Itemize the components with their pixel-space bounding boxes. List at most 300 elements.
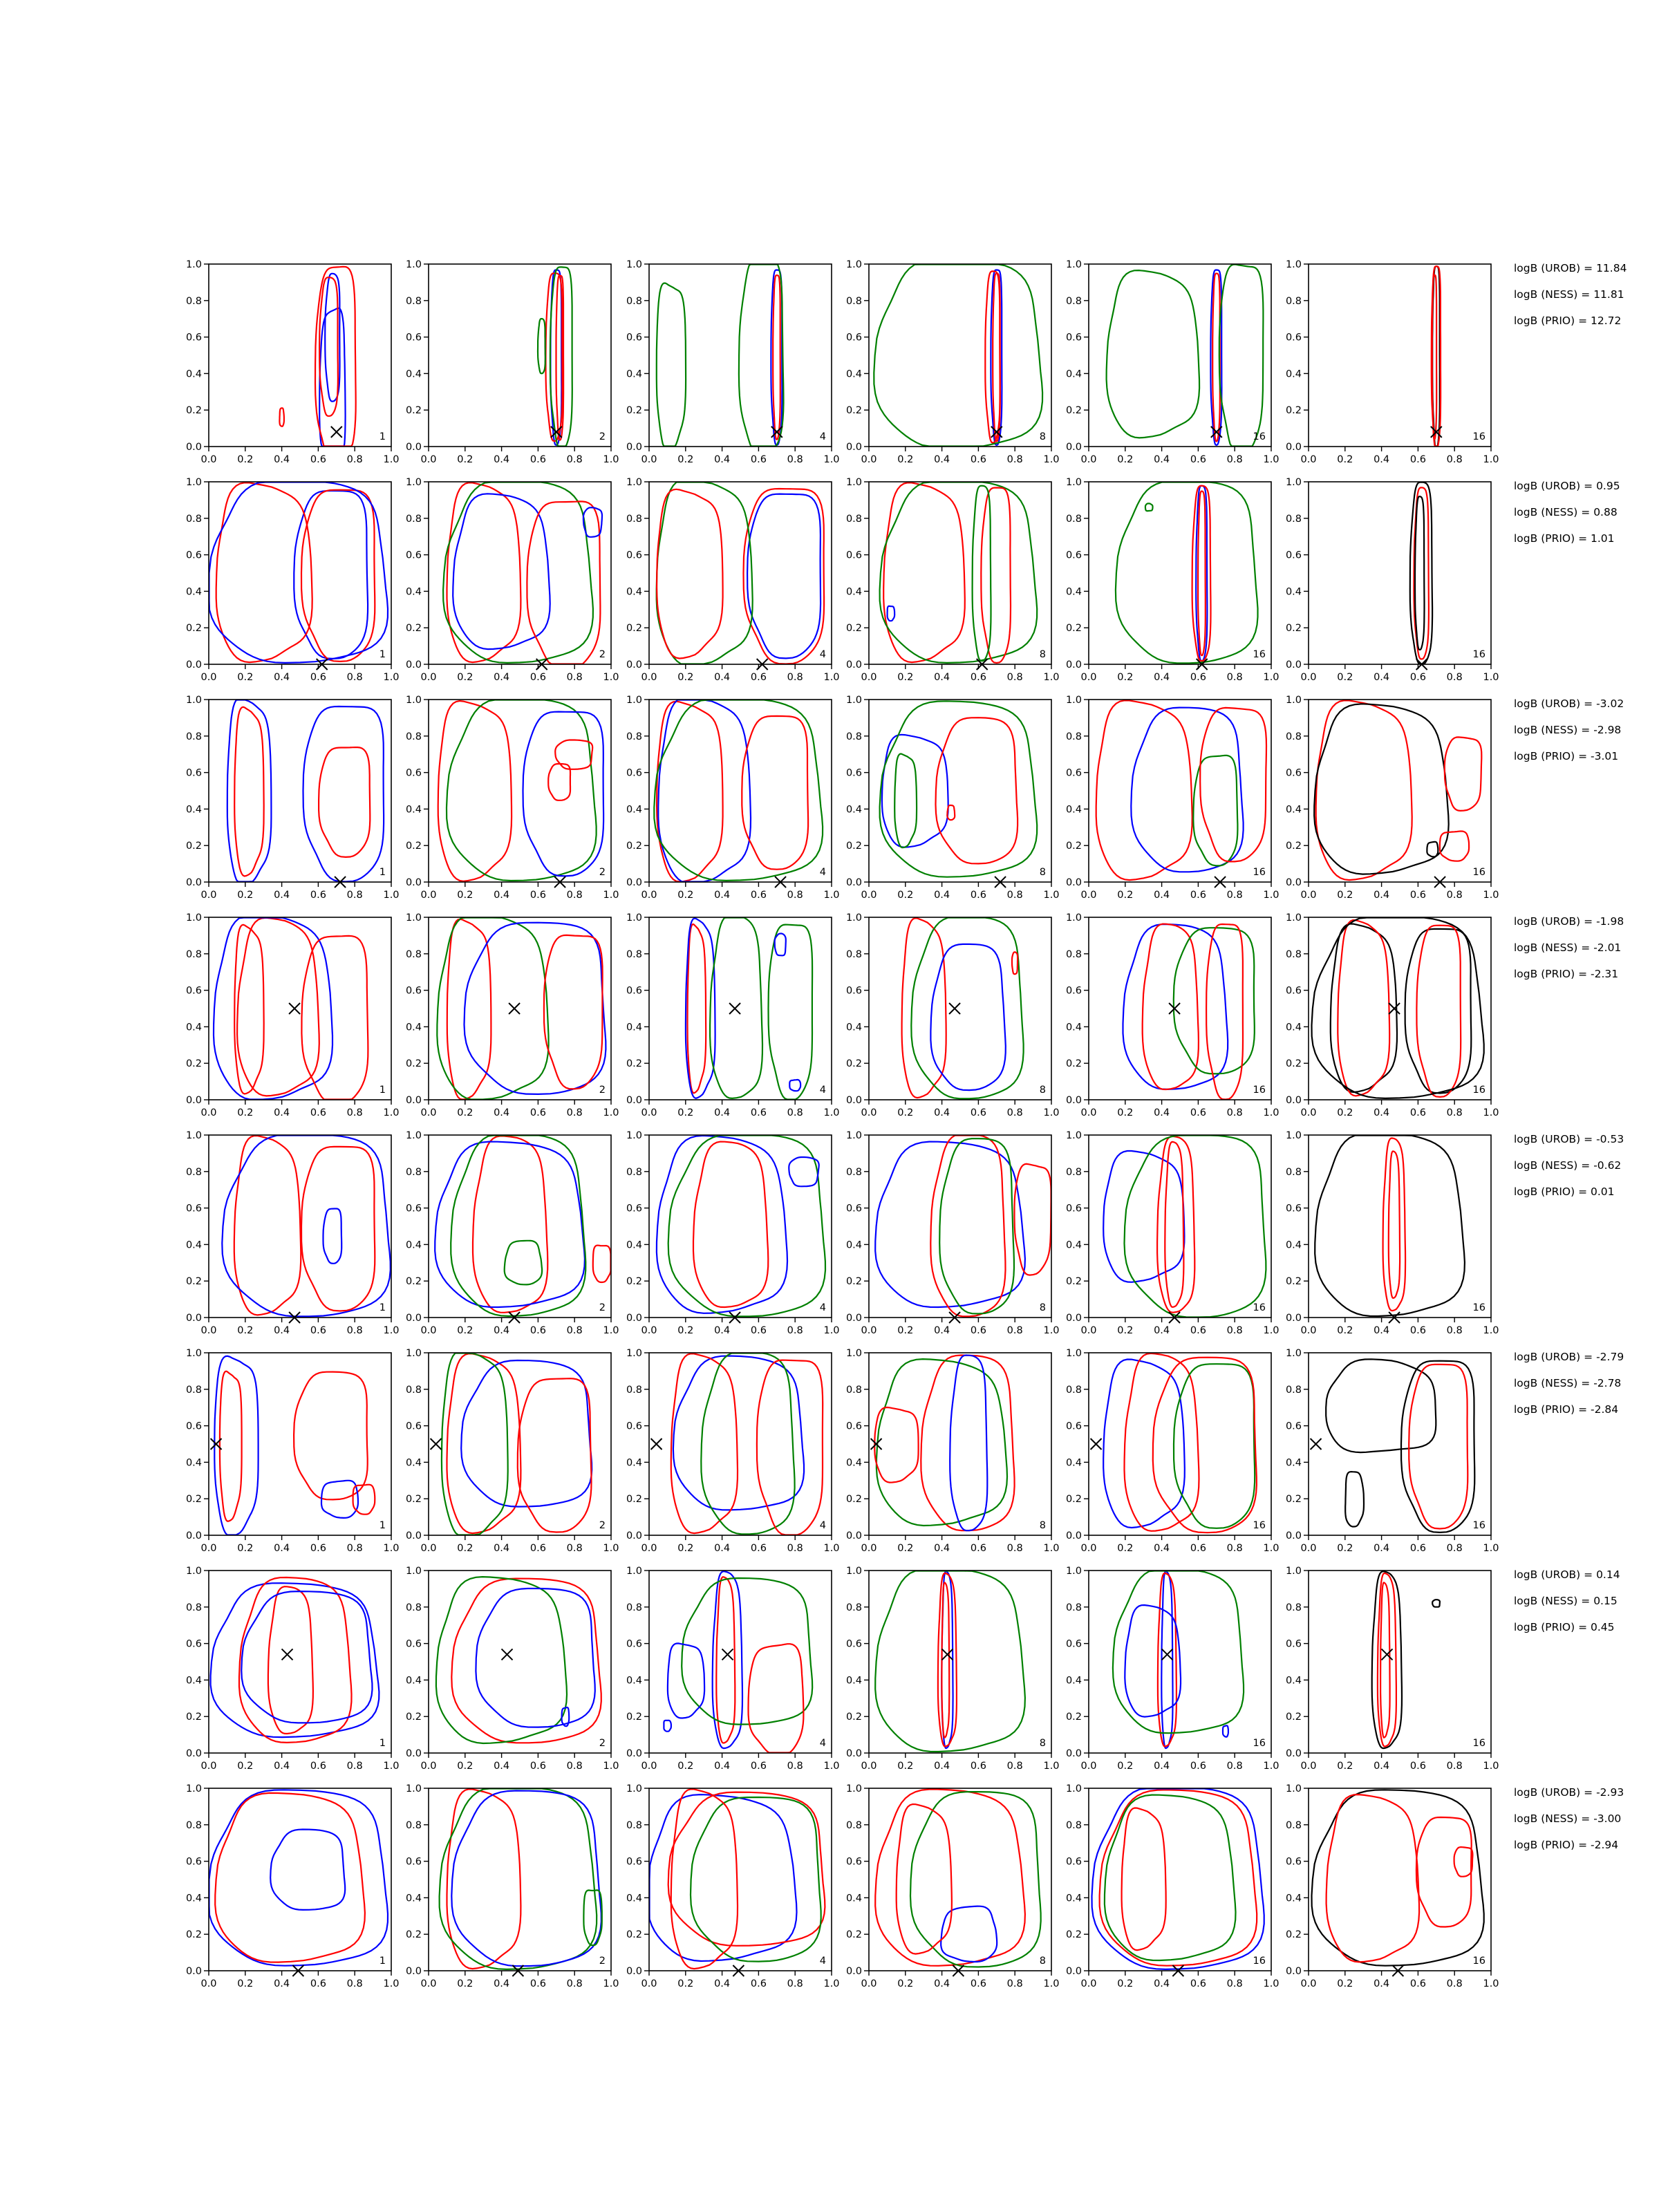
contour-blue-1 [747,494,821,659]
x-tick-label: 0.4 [714,1761,731,1772]
contour-blue-2 [658,700,751,882]
x-tick-label: 0.0 [200,1543,217,1554]
y-tick-label: 0.0 [1285,1313,1302,1324]
y-tick-label: 0.6 [626,1638,642,1650]
y-tick-label: 0.6 [1065,1638,1082,1650]
contour-black-3 [1415,496,1425,650]
x-tick-label: 0.2 [1117,1543,1134,1554]
contour-red-4 [1200,708,1266,862]
true-point-marker [509,1003,520,1014]
y-tick-label: 0.4 [845,1893,862,1904]
x-tick-label: 0.4 [934,1761,950,1772]
y-tick-label: 0.2 [845,405,862,417]
y-tick-label: 0.4 [185,586,202,598]
contour-blue-4 [303,706,384,882]
y-tick-label: 0.8 [845,731,862,742]
contour-red-3 [1445,737,1482,811]
contour-blue-2 [1131,708,1243,872]
y-tick-label: 0.2 [845,1712,862,1723]
x-tick-label: 0.6 [1190,1761,1206,1772]
x-tick-label: 0.2 [1337,672,1353,683]
x-tick-label: 0.0 [1300,1978,1317,1989]
x-tick-label: 0.6 [750,1107,767,1118]
subplot-r3-c2 [406,695,619,901]
x-tick-label: 0.2 [677,672,694,683]
x-tick-label: 1.0 [1263,890,1280,901]
y-tick-label: 0.4 [1065,1457,1082,1469]
y-tick-label: 0.6 [626,1203,642,1215]
panel-number: 16 [1253,1302,1266,1313]
y-tick-label: 0.2 [185,623,202,635]
y-tick-label: 0.0 [1065,659,1082,671]
x-tick-label: 0.6 [750,1325,767,1336]
x-tick-label: 1.0 [823,1761,840,1772]
x-tick-label: 0.4 [1374,672,1390,683]
contour-green-3 [939,1138,1014,1313]
panel-number: 4 [819,1085,826,1096]
x-tick-label: 0.2 [1337,1107,1353,1118]
subplot-r8-c1 [186,1783,400,1989]
contour-group [435,1136,610,1316]
y-tick-label: 0.8 [1285,1166,1302,1178]
y-tick-label: 0.6 [1065,550,1082,561]
x-tick-label: 0.2 [1117,672,1134,683]
subplot-r8-c4 [846,1783,1060,1989]
y-tick-label: 0.0 [626,1966,642,1977]
logb-row2-line1: logB (UROB) = 0.95 [1514,480,1620,492]
x-tick-label: 0.4 [494,1978,510,1989]
subplot-r5-c5 [1066,1130,1280,1336]
y-tick-label: 1.0 [845,1130,862,1141]
contour-red-5 [555,740,592,769]
x-tick-label: 0.4 [714,672,731,683]
logb-row8-line2: logB (NESS) = -3.00 [1514,1812,1622,1825]
y-tick-label: 0.2 [626,1494,642,1506]
y-tick-label: 1.0 [1285,695,1302,706]
contour-blue-3 [523,712,604,877]
x-tick-label: 0.2 [237,1978,254,1989]
subplot-r2-c6 [1286,477,1499,683]
contour-blue-6 [664,1721,671,1732]
x-tick-label: 0.8 [1446,890,1463,901]
contour-group [671,1353,823,1535]
contour-red-2 [1338,920,1389,1096]
x-tick-label: 0.4 [1154,1761,1170,1772]
x-tick-label: 0.2 [1337,1543,1353,1554]
x-tick-label: 0.6 [1190,1107,1206,1118]
contour-group [279,267,355,447]
contour-group [1103,1136,1266,1318]
y-tick-label: 1.0 [845,695,862,706]
x-tick-label: 1.0 [1043,890,1060,901]
subplot-r7-c4 [846,1566,1060,1772]
y-tick-label: 0.6 [1285,1203,1302,1215]
contour-red-1 [234,707,264,877]
panel-number: 16 [1253,867,1266,878]
subplot-r4-c3 [626,912,840,1118]
x-tick-label: 0.4 [494,454,510,465]
subplot-r6-c1 [186,1348,400,1554]
y-tick-label: 0.4 [405,368,422,380]
x-tick-label: 0.2 [897,1761,914,1772]
x-tick-label: 0.2 [1337,1325,1353,1336]
x-tick-label: 0.6 [750,1543,767,1554]
x-tick-label: 0.6 [529,1107,546,1118]
y-tick-label: 0.0 [1065,442,1082,453]
y-tick-label: 0.2 [845,841,862,852]
contour-blue-2 [941,1906,997,1962]
x-tick-label: 0.8 [1446,1543,1463,1554]
y-tick-label: 0.8 [1285,295,1302,307]
y-tick-label: 0.8 [405,1384,422,1396]
y-tick-label: 0.4 [405,1675,422,1687]
x-tick-label: 0.8 [1226,672,1243,683]
y-tick-label: 0.8 [1285,1602,1302,1613]
y-tick-label: 0.2 [1065,1276,1082,1288]
y-tick-label: 0.4 [185,1239,202,1251]
contour-red-5 [749,1644,804,1752]
x-tick-label: 0.6 [1409,1543,1426,1554]
panel-number: 1 [379,1085,386,1096]
x-tick-label: 0.2 [677,1325,694,1336]
panel-number: 8 [1039,1302,1046,1313]
contour-red-1 [875,1790,1025,1966]
panel-number: 16 [1253,649,1266,660]
x-tick-label: 0.4 [1154,1543,1170,1554]
x-tick-label: 0.4 [1154,672,1170,683]
subplot-r3-c1 [186,695,400,901]
contour-green-4 [1125,1136,1266,1318]
true-point-marker [722,1649,733,1660]
contour-green-2 [447,700,597,881]
contour-group [214,1356,375,1535]
x-tick-label: 0.4 [1154,1978,1170,1989]
x-tick-label: 0.2 [457,1978,474,1989]
y-tick-label: 0.4 [185,804,202,816]
y-tick-label: 1.0 [626,1130,642,1141]
logb-row3-line2: logB (NESS) = -2.98 [1514,724,1622,736]
panel-number: 4 [819,867,826,878]
contour-green-4 [654,700,823,881]
x-tick-label: 0.6 [529,1325,546,1336]
y-tick-label: 0.8 [845,513,862,525]
contour-blue-2 [222,1136,391,1317]
y-tick-label: 0.6 [185,1203,202,1215]
y-tick-label: 0.8 [845,1166,862,1178]
y-tick-label: 1.0 [1285,477,1302,488]
contour-blue-3 [950,1356,987,1531]
contour-group [1410,482,1432,664]
x-tick-label: 0.8 [1446,1107,1463,1118]
logb-row2-line3: logB (PRIO) = 1.01 [1514,532,1615,545]
y-tick-label: 0.4 [1285,1022,1302,1033]
x-tick-label: 0.2 [237,1107,254,1118]
panel-number: 8 [1039,649,1046,660]
x-tick-label: 0.0 [1080,672,1097,683]
x-tick-label: 0.4 [714,1107,731,1118]
contour-green-3 [657,482,753,664]
panel-number: 2 [599,867,606,878]
contour-group [211,1577,379,1743]
subplot-r8-c5 [1066,1783,1280,1989]
y-tick-label: 0.4 [1065,1893,1082,1904]
contour-group [437,918,606,1100]
y-tick-label: 0.4 [845,1022,862,1033]
panel-number: 16 [1472,1520,1485,1531]
logb-row1-line2: logB (NESS) = 11.81 [1514,288,1624,301]
x-tick-label: 0.0 [1300,1543,1317,1554]
x-tick-label: 0.0 [1300,890,1317,901]
y-tick-label: 0.0 [1285,877,1302,888]
y-tick-label: 0.4 [845,1239,862,1251]
y-tick-label: 1.0 [185,1130,202,1141]
contour-group [538,267,572,446]
y-tick-label: 1.0 [1285,1783,1302,1794]
panel-number: 16 [1253,1085,1266,1096]
y-tick-label: 0.6 [405,767,422,779]
contour-group [1312,918,1484,1098]
contour-red-1 [451,1579,601,1743]
y-tick-label: 0.8 [185,1166,202,1178]
y-tick-label: 0.8 [405,948,422,960]
y-tick-label: 0.4 [185,1893,202,1904]
y-tick-label: 0.4 [1065,368,1082,380]
contour-group [664,1571,812,1752]
x-tick-label: 0.4 [274,890,290,901]
y-tick-label: 1.0 [1065,477,1082,488]
y-tick-label: 1.0 [405,1348,422,1359]
y-tick-label: 0.8 [845,1602,862,1613]
x-tick-label: 1.0 [823,1543,840,1554]
true-point-marker [871,1438,882,1450]
contour-group [902,918,1024,1099]
x-tick-label: 0.2 [897,1978,914,1989]
x-tick-label: 0.0 [420,454,437,465]
axes-frame [1089,917,1271,1100]
x-tick-label: 1.0 [823,672,840,683]
x-tick-label: 0.6 [310,1978,326,1989]
y-tick-label: 0.4 [626,1675,642,1687]
x-tick-label: 0.8 [1226,1978,1243,1989]
x-tick-label: 0.8 [787,1978,803,1989]
contour-blue-5 [775,934,786,956]
subplot-r2-c4 [846,477,1060,683]
panel-number: 16 [1472,867,1485,878]
y-tick-label: 1.0 [185,695,202,706]
y-tick-label: 0.6 [1285,985,1302,997]
subplot-r1-c1 [186,259,400,465]
contour-blue-3 [451,1791,601,1967]
contour-blue-1 [211,1583,379,1737]
y-tick-label: 0.0 [405,877,422,888]
contour-blue-1 [1103,1360,1185,1528]
x-tick-label: 0.0 [200,454,217,465]
y-tick-label: 0.6 [1065,1421,1082,1432]
x-tick-label: 0.0 [1300,1107,1317,1118]
y-tick-label: 0.6 [1285,550,1302,561]
subplot-r3-c6 [1286,695,1499,901]
y-tick-label: 0.8 [626,1819,642,1831]
y-tick-label: 0.2 [1065,1712,1082,1723]
y-tick-label: 0.2 [1285,1494,1302,1506]
y-tick-label: 0.6 [1065,1203,1082,1215]
panel-number: 16 [1253,1738,1266,1749]
x-tick-label: 0.0 [641,1978,657,1989]
y-tick-label: 0.2 [626,405,642,417]
contour-red-1 [921,1356,1014,1531]
contour-blue-1 [673,1356,804,1510]
panel-number: 2 [599,1520,606,1531]
y-tick-label: 0.0 [845,1748,862,1759]
y-tick-label: 0.2 [185,841,202,852]
contour-red-4 [1122,1808,1166,1951]
panel-number: 8 [1039,1956,1046,1967]
x-tick-label: 0.6 [529,672,546,683]
contour-red-4 [518,1378,592,1532]
x-tick-label: 0.2 [677,1761,694,1772]
y-tick-label: 0.6 [626,332,642,344]
contour-group [438,700,603,881]
contour-group [436,1577,601,1743]
y-tick-label: 0.2 [1285,623,1302,635]
contour-red-2 [239,1577,352,1743]
x-tick-label: 1.0 [383,1543,400,1554]
y-tick-label: 0.8 [185,295,202,307]
x-tick-label: 0.4 [934,454,950,465]
x-tick-label: 1.0 [603,1107,619,1118]
true-point-marker [949,1003,960,1014]
x-tick-label: 0.6 [529,1761,546,1772]
contour-blue-3 [465,923,606,1094]
x-tick-label: 1.0 [383,454,400,465]
true-point-marker [502,1649,513,1660]
y-tick-label: 0.6 [845,332,862,344]
x-tick-label: 0.0 [1300,1761,1317,1772]
x-tick-label: 0.4 [494,1107,510,1118]
y-tick-label: 0.4 [626,368,642,380]
y-tick-label: 0.0 [405,1748,422,1759]
x-tick-label: 0.2 [457,1761,474,1772]
y-tick-label: 1.0 [845,1783,862,1794]
contour-group [657,265,784,447]
x-tick-label: 0.2 [457,1107,474,1118]
y-tick-label: 0.6 [845,767,862,779]
y-tick-label: 0.8 [1065,1819,1082,1831]
subplot-r2-c1 [186,477,400,683]
subplot-r4-c6 [1286,912,1499,1118]
y-tick-label: 0.0 [626,442,642,453]
contour-green-5 [538,319,545,373]
x-tick-label: 0.2 [457,890,474,901]
subplot-r6-c2 [406,1348,619,1554]
y-tick-label: 0.4 [1285,1239,1302,1251]
contour-red-4 [1454,1847,1473,1877]
contour-green-4 [505,1241,542,1285]
x-tick-label: 0.8 [787,672,803,683]
x-tick-label: 0.2 [897,672,914,683]
y-tick-label: 0.0 [1065,1966,1082,1977]
contour-blue-5 [1223,1725,1228,1736]
x-tick-label: 1.0 [603,1543,619,1554]
y-tick-label: 0.8 [1065,731,1082,742]
y-tick-label: 0.0 [845,1313,862,1324]
y-tick-label: 0.8 [405,1602,422,1613]
x-tick-label: 0.4 [714,1543,731,1554]
x-tick-label: 0.4 [714,890,731,901]
x-tick-label: 0.0 [1080,890,1097,901]
contour-red-1 [1096,700,1192,880]
y-tick-label: 0.0 [185,442,202,453]
y-tick-label: 0.0 [845,659,862,671]
y-tick-label: 0.6 [626,767,642,779]
contour-green-4 [875,1571,1025,1752]
x-tick-label: 0.8 [1006,1543,1023,1554]
x-tick-label: 0.2 [897,454,914,465]
y-tick-label: 1.0 [626,1783,642,1794]
panel-number: 16 [1253,1520,1266,1531]
contour-red-2 [1327,1794,1420,1962]
y-tick-label: 0.4 [626,1022,642,1033]
contour-group [654,700,823,882]
x-tick-label: 0.6 [970,1978,986,1989]
x-tick-label: 0.4 [494,1325,510,1336]
panel-number: 16 [1253,1956,1266,1967]
y-tick-label: 0.0 [405,659,422,671]
y-tick-label: 0.6 [185,550,202,561]
axes-frame [869,264,1051,447]
panel-number: 2 [599,1956,606,1967]
y-tick-label: 0.4 [626,804,642,816]
contour-red-3 [1432,275,1436,440]
y-tick-label: 0.6 [1285,1856,1302,1868]
y-tick-label: 0.2 [1285,841,1302,852]
y-tick-label: 0.8 [1285,1819,1302,1831]
subplot-r8-c6 [1286,1783,1499,1989]
y-tick-label: 0.4 [845,1675,862,1687]
x-tick-label: 0.8 [346,1325,363,1336]
x-tick-label: 0.6 [310,890,326,901]
y-tick-label: 0.8 [185,731,202,742]
contour-group [227,700,384,882]
y-tick-label: 0.4 [1065,586,1082,598]
panel-number: 16 [1253,431,1266,442]
y-tick-label: 0.4 [845,1457,862,1469]
contour-red-3 [319,747,370,857]
y-tick-label: 0.2 [626,623,642,635]
subplot-r6-c4 [846,1348,1060,1554]
contour-group [1096,700,1266,880]
x-tick-label: 0.6 [1409,890,1426,901]
y-tick-label: 0.2 [405,1494,422,1506]
x-tick-label: 0.6 [310,1543,326,1554]
subplot-r1-c6 [1286,259,1499,465]
y-tick-label: 1.0 [185,1783,202,1794]
contour-black-5 [1427,842,1438,857]
x-tick-label: 0.8 [1006,454,1023,465]
y-tick-label: 0.0 [1065,1313,1082,1324]
x-tick-label: 1.0 [1043,1325,1060,1336]
contour-black-3 [1405,929,1472,1094]
y-tick-label: 0.6 [1065,767,1082,779]
axes-frame [1089,1353,1271,1535]
y-tick-label: 0.0 [1065,1095,1082,1106]
logb-row1-line1: logB (UROB) = 11.84 [1514,262,1627,274]
y-tick-label: 1.0 [405,259,422,270]
x-tick-label: 0.4 [714,454,731,465]
x-tick-label: 1.0 [823,1107,840,1118]
contour-green-4 [657,283,686,447]
contour-group [874,265,1042,447]
